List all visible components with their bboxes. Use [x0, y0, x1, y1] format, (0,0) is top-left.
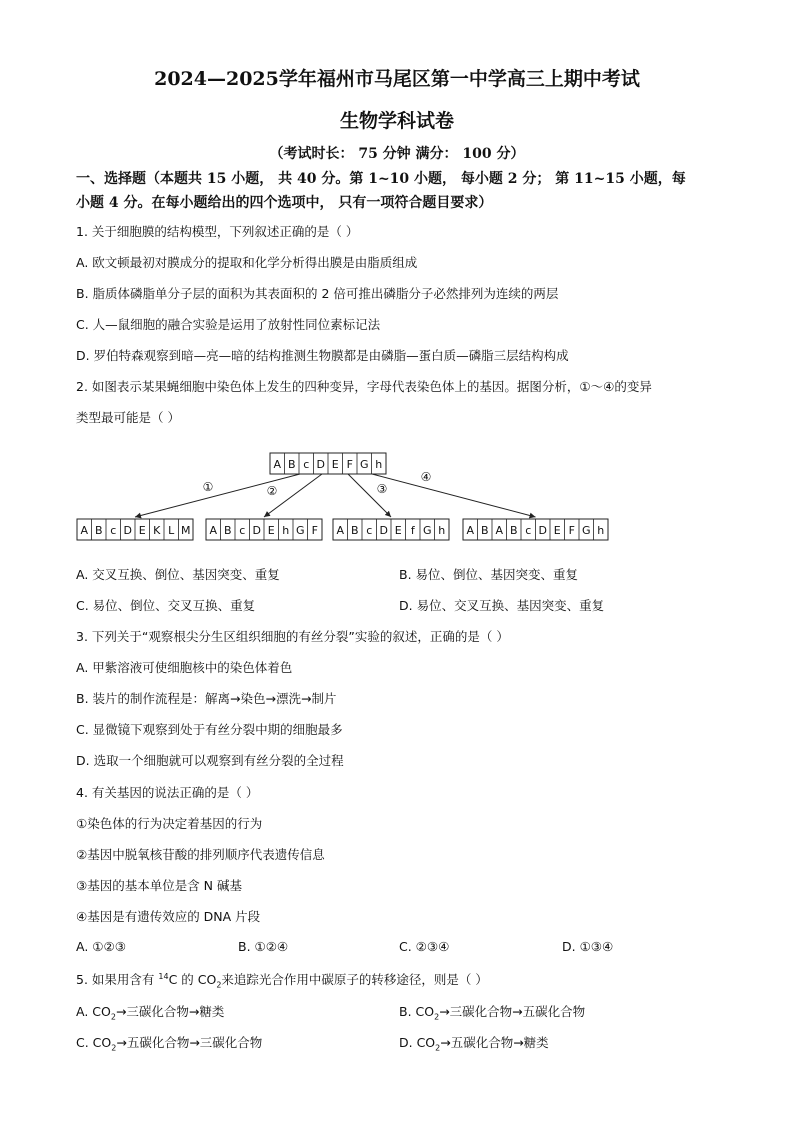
- gene-label: D: [316, 458, 325, 471]
- q2-option-b: B. 易位、倒位、基因突变、重复: [399, 567, 579, 582]
- q3-option-d: D. 选取一个细胞就可以观察到有丝分裂的全过程: [76, 753, 344, 768]
- q1-option-b: B. 脂质体磷脂单分子层的面积为其表面积的 2 倍可推出磷脂分子必然排列为连续的两层: [76, 286, 559, 301]
- exam-info: （考试时长： 75 分钟 满分： 100 分）: [269, 146, 525, 162]
- q5-option-c: C. $CO_2\to$五碳化合物→三碳化合物: [76, 1035, 263, 1053]
- gene-label: M: [181, 524, 191, 537]
- q2-option-c: C. 易位、倒位、交叉互换、重复: [76, 598, 256, 613]
- chromosome-variation-diagram: [60, 445, 640, 550]
- gene-label: A: [495, 524, 504, 537]
- q1-stem: 1. 关于细胞膜的结构模型，下列叙述正确的是（ ）: [76, 224, 359, 239]
- q4-statement-4: ④基因是有遗传效应的 DNA 片段: [76, 909, 261, 924]
- gene-label: K: [153, 524, 161, 537]
- gene-label: E: [267, 524, 275, 537]
- q1-option-a: A. 欧文顿最初对膜成分的提取和化学分析得出膜是由脂质组成: [76, 255, 418, 270]
- gene-label: B: [480, 524, 489, 537]
- gene-label: B: [287, 458, 296, 471]
- gene-label: A: [466, 524, 475, 537]
- q5-option-a: A. $CO_2\to$三碳化合物→糖类: [76, 1004, 225, 1022]
- q1-option-d: D. 罗伯特森观察到暗—亮—暗的结构推测生物膜都是由磷脂—蛋白质—磷脂三层结构构成: [76, 348, 569, 363]
- q3-option-b: B. 装片的制作流程是：解离→染色→漂洗→制片: [76, 691, 337, 706]
- section-heading-line1: 一、选择题（本题共 15 小题， 共 40 分。第 1~10 小题， 每小题 2 分； 第 11~15 小题，每: [76, 171, 686, 187]
- q4-statement-1: ①染色体的行为决定着基因的行为: [76, 816, 263, 831]
- variant-chromosome-3: [333, 519, 449, 540]
- q1-option-c: C. 人—鼠细胞的融合实验是运用了放射性同位素标记法: [76, 317, 381, 332]
- q4-statement-3: ③基因的基本单位是含 N 碱基: [76, 878, 243, 893]
- gene-label: B: [350, 524, 359, 537]
- q4-option-b: B. ①②④: [238, 939, 289, 954]
- variant-chromosome-4: [463, 519, 608, 540]
- gene-label: h: [438, 524, 446, 537]
- gene-label: E: [394, 524, 402, 537]
- variation-arrow: [372, 474, 536, 517]
- gene-label: B: [509, 524, 518, 537]
- gene-label: G: [359, 458, 369, 471]
- q4-option-a: A. ①②③: [76, 939, 126, 954]
- gene-label: c: [525, 524, 532, 537]
- gene-label: G: [295, 524, 305, 537]
- original-chromosome: [270, 453, 386, 474]
- arrow-label: ④: [420, 470, 432, 484]
- q2-stem-line1: 2. 如图表示某果蝇细胞中染色体上发生的四种变异，字母代表染色体上的基因。据图分析，①～④的变异: [76, 379, 652, 394]
- q2-option-a: A. 交叉互换、倒位、基因突变、重复: [76, 567, 280, 582]
- gene-label: D: [123, 524, 132, 537]
- q4-stem: 4. 有关基因的说法正确的是（ ）: [76, 785, 259, 800]
- q4-option-d: D. ①③④: [562, 939, 614, 954]
- arrow-label: ③: [376, 482, 388, 496]
- gene-label: D: [379, 524, 388, 537]
- gene-label: B: [223, 524, 232, 537]
- gene-label: h: [597, 524, 605, 537]
- gene-label: h: [282, 524, 290, 537]
- page-subtitle: 生物学科试卷: [339, 110, 454, 132]
- q3-option-a: A. 甲紫溶液可使细胞核中的染色体着色: [76, 660, 293, 675]
- gene-label: D: [252, 524, 261, 537]
- variant-chromosome-1: [77, 519, 193, 540]
- gene-label: A: [336, 524, 345, 537]
- q5-option-d: D. $CO_2\to$五碳化合物→糖类: [399, 1035, 549, 1053]
- gene-label: c: [366, 524, 373, 537]
- q2-option-d: D. 易位、交叉互换、基因突变、重复: [399, 598, 605, 613]
- gene-label: F: [568, 524, 575, 537]
- gene-label: E: [331, 458, 339, 471]
- gene-label: c: [239, 524, 246, 537]
- q5-stem: 5. 如果用含有 $^{14}$C 的 $CO_2$来追踪光合作用中碳原子的转移途径，则是（ ）: [76, 971, 488, 990]
- q4-option-c: C. ②③④: [399, 939, 450, 954]
- gene-label: L: [168, 524, 175, 537]
- gene-label: F: [311, 524, 318, 537]
- q2-stem-line2: 类型最可能是（ ）: [76, 410, 180, 425]
- gene-label: c: [303, 458, 310, 471]
- section-heading-line2: 小题 4 分。在每小题给出的四个选项中， 只有一项符合题目要求）: [76, 195, 493, 211]
- gene-label: c: [110, 524, 117, 537]
- gene-label: G: [581, 524, 591, 537]
- gene-label: A: [273, 458, 282, 471]
- page-title: 2024—2025学年福州市马尾区第一中学高三上期中考试: [154, 68, 640, 90]
- q4-statement-2: ②基因中脱氧核苷酸的排列顺序代表遗传信息: [76, 847, 325, 862]
- gene-label: f: [410, 524, 415, 537]
- arrow-label: ①: [202, 480, 214, 494]
- q3-option-c: C. 显微镜下观察到处于有丝分裂中期的细胞最多: [76, 722, 343, 737]
- q3-stem: 3. 下列关于“观察根尖分生区组织细胞的有丝分裂”实验的叙述，正确的是（ ）: [76, 629, 509, 644]
- gene-label: B: [94, 524, 103, 537]
- gene-label: A: [80, 524, 89, 537]
- q5-option-b: B. $CO_2\to$三碳化合物→五碳化合物: [399, 1004, 586, 1022]
- gene-label: E: [553, 524, 561, 537]
- gene-label: F: [346, 458, 353, 471]
- variant-chromosome-2: [206, 519, 322, 540]
- gene-label: E: [138, 524, 146, 537]
- gene-label: D: [538, 524, 547, 537]
- gene-label: A: [209, 524, 218, 537]
- gene-label: G: [422, 524, 432, 537]
- arrow-label: ②: [266, 484, 278, 498]
- gene-label: h: [375, 458, 383, 471]
